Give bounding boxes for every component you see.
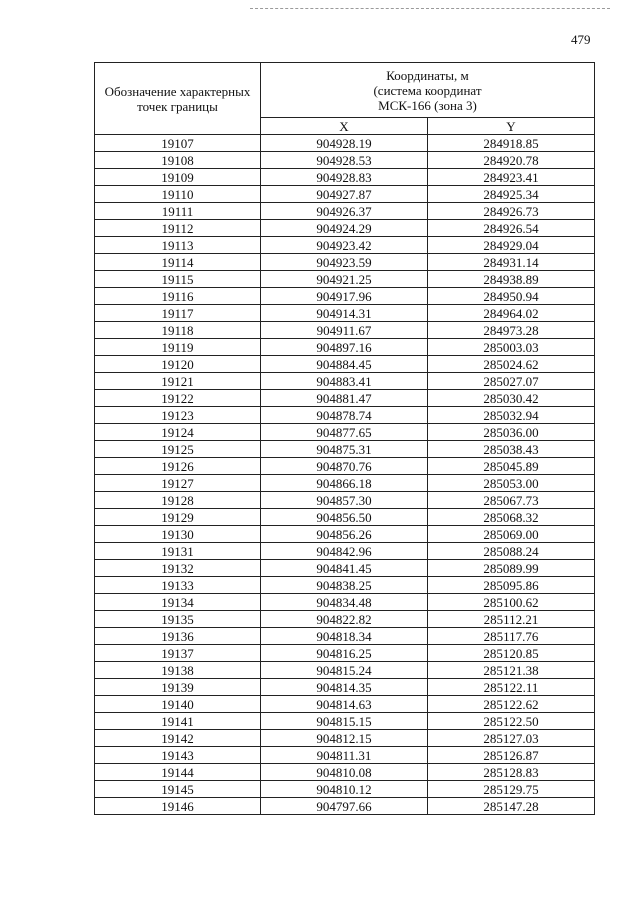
point-header: Обозначение характерных точек границы	[95, 63, 261, 135]
point-cell: 19130	[95, 526, 261, 543]
y-cell: 285128.83	[428, 764, 595, 781]
point-cell: 19113	[95, 237, 261, 254]
point-cell: 19134	[95, 594, 261, 611]
y-cell: 285122.62	[428, 696, 595, 713]
point-cell: 19120	[95, 356, 261, 373]
point-cell: 19137	[95, 645, 261, 662]
y-cell: 284918.85	[428, 135, 595, 152]
table-row	[95, 662, 595, 679]
x-cell: 904878.74	[261, 407, 428, 424]
table-row	[95, 237, 595, 254]
point-cell: 19145	[95, 781, 261, 798]
y-cell: 284926.73	[428, 203, 595, 220]
y-cell: 285147.28	[428, 798, 595, 815]
x-cell: 904857.30	[261, 492, 428, 509]
table-row	[95, 713, 595, 730]
y-cell: 285027.07	[428, 373, 595, 390]
y-cell: 284920.78	[428, 152, 595, 169]
y-cell: 285069.00	[428, 526, 595, 543]
y-cell: 285112.21	[428, 611, 595, 628]
table-row	[95, 322, 595, 339]
table-row	[95, 441, 595, 458]
point-cell: 19142	[95, 730, 261, 747]
x-cell: 904815.15	[261, 713, 428, 730]
y-cell: 285024.62	[428, 356, 595, 373]
x-cell: 904923.42	[261, 237, 428, 254]
x-cell: 904928.19	[261, 135, 428, 152]
point-cell: 19132	[95, 560, 261, 577]
y-cell: 285089.99	[428, 560, 595, 577]
table-row	[95, 356, 595, 373]
table-row	[95, 594, 595, 611]
y-cell: 285067.73	[428, 492, 595, 509]
point-cell: 19117	[95, 305, 261, 322]
coordinates-table	[94, 62, 595, 815]
point-cell: 19143	[95, 747, 261, 764]
x-cell: 904928.53	[261, 152, 428, 169]
table-row	[95, 492, 595, 509]
point-cell: 19125	[95, 441, 261, 458]
y-cell: 285030.42	[428, 390, 595, 407]
x-cell: 904797.66	[261, 798, 428, 815]
point-cell: 19146	[95, 798, 261, 815]
y-cell: 285126.87	[428, 747, 595, 764]
x-cell: 904815.24	[261, 662, 428, 679]
x-cell: 904884.45	[261, 356, 428, 373]
x-header: X	[261, 118, 428, 135]
point-cell: 19144	[95, 764, 261, 781]
x-cell: 904816.25	[261, 645, 428, 662]
table-row	[95, 220, 595, 237]
x-cell: 904838.25	[261, 577, 428, 594]
x-cell: 904914.31	[261, 305, 428, 322]
y-cell: 285120.85	[428, 645, 595, 662]
point-cell: 19108	[95, 152, 261, 169]
table-row	[95, 747, 595, 764]
table-row	[95, 543, 595, 560]
point-cell: 19121	[95, 373, 261, 390]
x-cell: 904814.63	[261, 696, 428, 713]
y-cell: 285068.32	[428, 509, 595, 526]
y-cell: 285122.50	[428, 713, 595, 730]
y-cell: 285038.43	[428, 441, 595, 458]
point-cell: 19109	[95, 169, 261, 186]
table-row	[95, 203, 595, 220]
point-cell: 19133	[95, 577, 261, 594]
x-cell: 904811.31	[261, 747, 428, 764]
x-cell: 904810.08	[261, 764, 428, 781]
table-row	[95, 628, 595, 645]
point-cell: 19139	[95, 679, 261, 696]
x-cell: 904921.25	[261, 271, 428, 288]
coordinates-header	[261, 63, 595, 118]
table-row	[95, 390, 595, 407]
point-cell: 19119	[95, 339, 261, 356]
y-cell: 285127.03	[428, 730, 595, 747]
point-cell: 19128	[95, 492, 261, 509]
y-cell: 284973.28	[428, 322, 595, 339]
point-cell: 19115	[95, 271, 261, 288]
x-cell: 904822.82	[261, 611, 428, 628]
table-row	[95, 458, 595, 475]
x-cell: 904842.96	[261, 543, 428, 560]
table-row	[95, 798, 595, 815]
y-cell: 284950.94	[428, 288, 595, 305]
x-cell: 904841.45	[261, 560, 428, 577]
point-cell: 19131	[95, 543, 261, 560]
y-cell: 285032.94	[428, 407, 595, 424]
table-row	[95, 560, 595, 577]
table-row	[95, 135, 595, 152]
point-cell: 19116	[95, 288, 261, 305]
table-row	[95, 373, 595, 390]
point-cell: 19114	[95, 254, 261, 271]
y-cell: 285117.76	[428, 628, 595, 645]
top-rule	[250, 8, 610, 9]
x-cell: 904928.83	[261, 169, 428, 186]
y-cell: 285100.62	[428, 594, 595, 611]
table-row	[95, 254, 595, 271]
coordinates-header-line2: (система координат	[373, 82, 482, 98]
table-row	[95, 730, 595, 747]
y-cell: 285121.38	[428, 662, 595, 679]
y-cell: 284929.04	[428, 237, 595, 254]
point-cell: 19129	[95, 509, 261, 526]
table-row	[95, 475, 595, 492]
x-cell: 904810.12	[261, 781, 428, 798]
x-cell: 904812.15	[261, 730, 428, 747]
point-cell: 19141	[95, 713, 261, 730]
x-cell: 904926.37	[261, 203, 428, 220]
table-row	[95, 424, 595, 441]
table-row	[95, 186, 595, 203]
x-cell: 904924.29	[261, 220, 428, 237]
table-row	[95, 271, 595, 288]
x-cell: 904917.96	[261, 288, 428, 305]
point-cell: 19111	[95, 203, 261, 220]
table-row	[95, 152, 595, 169]
point-cell: 19138	[95, 662, 261, 679]
table-row	[95, 781, 595, 798]
coordinates-header-line1: Координаты, м	[386, 67, 469, 83]
x-cell: 904877.65	[261, 424, 428, 441]
table-row	[95, 407, 595, 424]
x-cell: 904818.34	[261, 628, 428, 645]
y-cell: 285088.24	[428, 543, 595, 560]
y-cell: 284923.41	[428, 169, 595, 186]
x-cell: 904911.67	[261, 322, 428, 339]
y-header: Y	[428, 118, 595, 135]
y-cell: 284931.14	[428, 254, 595, 271]
x-cell: 904927.87	[261, 186, 428, 203]
table-row	[95, 645, 595, 662]
table-row	[95, 339, 595, 356]
x-cell: 904923.59	[261, 254, 428, 271]
table-row	[95, 526, 595, 543]
y-cell: 285122.11	[428, 679, 595, 696]
table-row	[95, 611, 595, 628]
point-cell: 19107	[95, 135, 261, 152]
table-row	[95, 577, 595, 594]
table-row	[95, 305, 595, 322]
point-cell: 19126	[95, 458, 261, 475]
y-cell: 284925.34	[428, 186, 595, 203]
y-cell: 285095.86	[428, 577, 595, 594]
y-cell: 285045.89	[428, 458, 595, 475]
point-cell: 19140	[95, 696, 261, 713]
x-cell: 904897.16	[261, 339, 428, 356]
point-cell: 19136	[95, 628, 261, 645]
table-row	[95, 169, 595, 186]
point-cell: 19110	[95, 186, 261, 203]
x-cell: 904875.31	[261, 441, 428, 458]
point-cell: 19112	[95, 220, 261, 237]
table-row	[95, 764, 595, 781]
page-number: 479	[571, 32, 591, 47]
x-cell: 904870.76	[261, 458, 428, 475]
x-cell: 904883.41	[261, 373, 428, 390]
y-cell: 284964.02	[428, 305, 595, 322]
point-cell: 19127	[95, 475, 261, 492]
point-cell: 19135	[95, 611, 261, 628]
table-row	[95, 509, 595, 526]
y-cell: 284938.89	[428, 271, 595, 288]
coordinates-header-line3: МСК-166 (зона 3)	[378, 97, 477, 113]
point-cell: 19124	[95, 424, 261, 441]
point-cell: 19118	[95, 322, 261, 339]
point-cell: 19122	[95, 390, 261, 407]
x-cell: 904834.48	[261, 594, 428, 611]
x-cell: 904866.18	[261, 475, 428, 492]
table-body	[95, 135, 595, 815]
table-row	[95, 288, 595, 305]
x-cell: 904856.26	[261, 526, 428, 543]
x-cell: 904881.47	[261, 390, 428, 407]
y-cell: 285003.03	[428, 339, 595, 356]
y-cell: 285036.00	[428, 424, 595, 441]
y-cell: 285053.00	[428, 475, 595, 492]
table-row	[95, 679, 595, 696]
table-row	[95, 696, 595, 713]
point-cell: 19123	[95, 407, 261, 424]
y-cell: 285129.75	[428, 781, 595, 798]
x-cell: 904814.35	[261, 679, 428, 696]
x-cell: 904856.50	[261, 509, 428, 526]
y-cell: 284926.54	[428, 220, 595, 237]
